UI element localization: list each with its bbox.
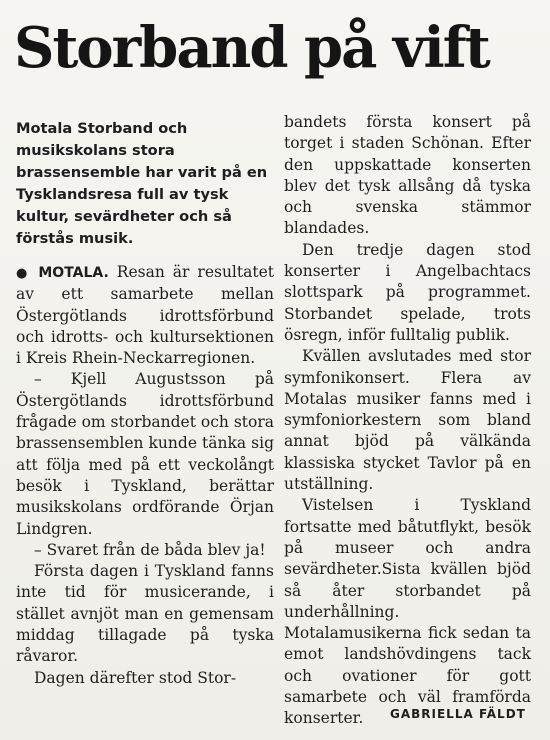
headline: Storband på vift bbox=[14, 15, 489, 81]
body-paragraph-7: Den tredje dagen stod konserter i Angelbachtacs slottspark på programmet. Storbandet spelade, trots ösregn, inför fulltalig publik. bbox=[284, 240, 531, 344]
body-paragraph-8: Kvällen avslutades med stor symfonikonsert. Flera av Motalas musiker fanns med i symfoniorkestern som bland annat bjöd på välkända klassiska stycket Tavlor på en utställning. bbox=[284, 347, 531, 494]
bullet-icon: ● bbox=[16, 266, 31, 281]
body-text: Resan är resultatet av ett samarbete mellan Östergötlands idrottsförbund och idrotts- och kultursektionen i Kreis Rhein-Neckarregionen. bbox=[16, 263, 274, 368]
body-paragraph-5: Dagen därefter stod Stor- bbox=[34, 668, 237, 687]
body-paragraph-4: Första dagen i Tyskland fanns inte tid för musicerande, i stället avnjöt man en gemensam middag tillagade på tyska råvaror. bbox=[16, 562, 274, 666]
byline: GABRIELLA FÄLDT bbox=[390, 707, 526, 721]
body-paragraph-2: – Kjell Augustsson på Östergötlands idrottsförbund frågade om storbandet och stora brassensemblen kunde tänka sig att följa med på ett veckolångt besök i Tyskland, berättar musikskolans ordförande Örjan Lindgren. bbox=[16, 370, 274, 538]
right-column bbox=[284, 112, 531, 730]
body-paragraph-9: Vistelsen i Tyskland fortsatte med båtutflykt, besök på museer och andra sevärdheter.Sista kvällen bjöd så åter storbandet på underhållning. Motalamusikerna fick sedan ta emot landshövdingens tack och ovationer för gott samarbete och väl framförda konserter. bbox=[284, 496, 531, 728]
dateline: MOTALA. bbox=[38, 265, 109, 281]
body-paragraph-3: – Svaret från de båda blev ja! bbox=[34, 540, 266, 559]
lead-paragraph: Motala Storband och musikskolans stora brassensemble har varit på en Tysklandsresa full av tysk kultur, sevärdheter och så förstås musik. bbox=[16, 120, 268, 247]
body-paragraph-6: bandets första konsert på torget i staden Schönan. Efter den uppskattade konserten blev det tysk allsång då tyska och svenska stämmor blandades. bbox=[284, 113, 531, 238]
left-column bbox=[16, 118, 274, 689]
body-paragraph-1 bbox=[16, 262, 274, 369]
